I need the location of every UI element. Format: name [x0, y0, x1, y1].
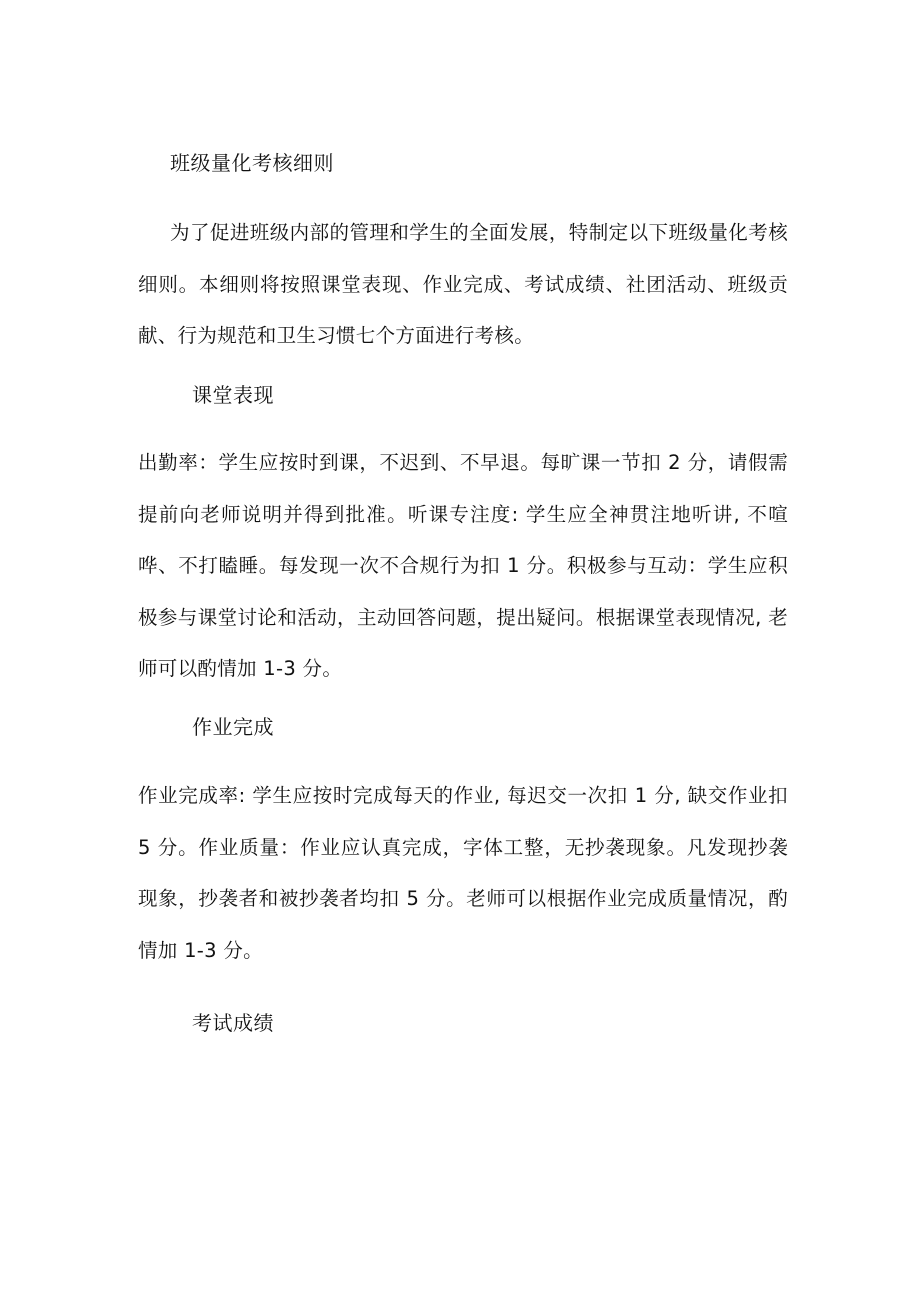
- section-body-homework: 作业完成率: 学生应按时完成每天的作业, 每迟交一次扣 1 分, 缺交作业扣 5 分。作业质量：作业应认真完成，字体工整，无抄袭现象。凡发现抄袭现象，抄袭者和被抄袭者均扣 5 分。老师可以根据作业完成质量情况，酌情加 1-3 分。: [138, 784, 788, 962]
- intro-paragraph: 为了促进班级内部的管理和学生的全面发展，特制定以下班级量化考核细则。本细则将按照课堂表现、作业完成、考试成绩、社团活动、班级贡献、行为规范和卫生习惯七个方面进行考核。: [138, 221, 788, 347]
- document-title: 班级量化考核细则: [170, 151, 334, 175]
- section-body-classroom: 出勤率：学生应按时到课，不迟到、不早退。每旷课一节扣 2 分，请假需提前向老师说明并得到批准。听课专注度: 学生应全神贯注地听讲, 不喧哗、不打瞌睡。每发现一次不合规行为扣 1 分。积极参与互动：学生应积极参与课堂讨论和活动，主动回答问题，提出疑问。根据课堂表现情况, 老师可以酌情加 1-3 分。: [138, 451, 788, 680]
- section-heading-exam: 考试成绩: [192, 1011, 274, 1035]
- section-heading-homework: 作业完成: [192, 715, 274, 739]
- section-heading-classroom: 课堂表现: [192, 383, 274, 407]
